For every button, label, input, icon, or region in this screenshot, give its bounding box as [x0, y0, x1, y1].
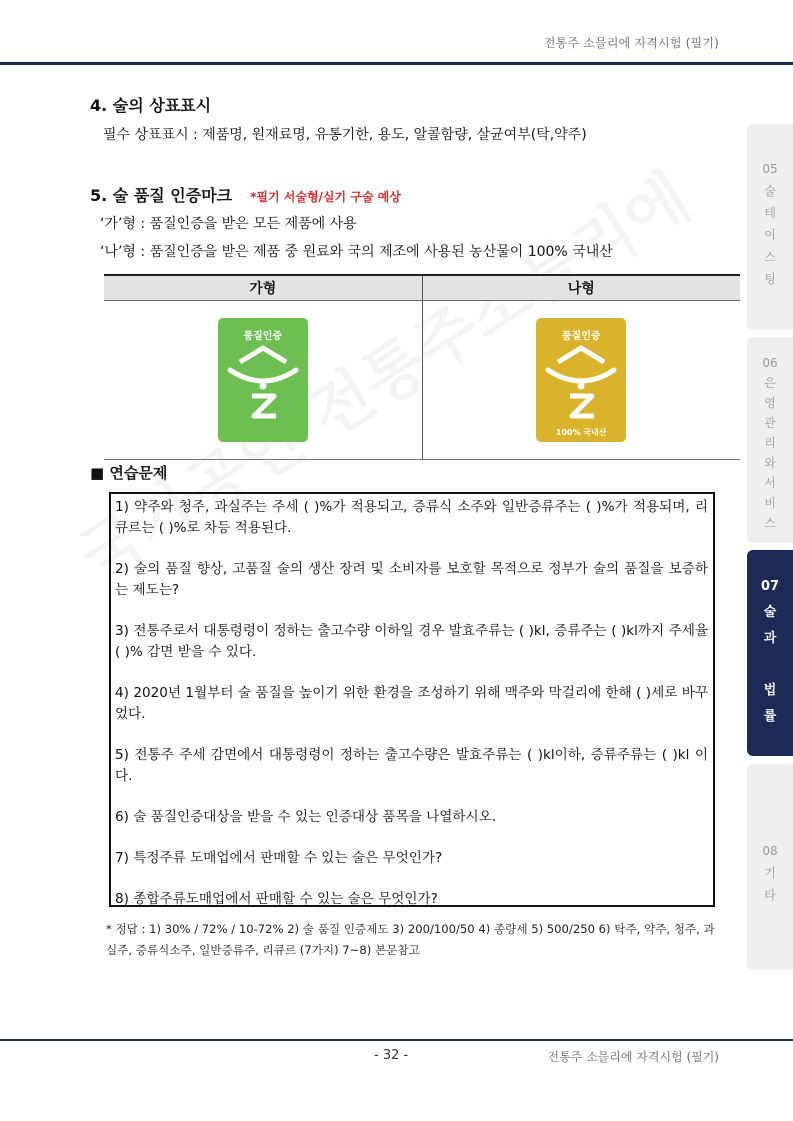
footer-title: 전통주 소믈리에 자격시험 (필기) [547, 1050, 719, 1064]
question-7: 7) 특정주류 도매업에서 판매할 수 있는 술은 무엇인가? [115, 850, 443, 866]
side-tab-06-char: 관 [764, 416, 776, 430]
question-1: 1) 약주와 청주, 과실주는 주세 ( )%가 적용되고, 증류식 소주와 일반증류주는 ( )%가 적용되며, 리큐르는 ( )%로 차등 적용된다. [115, 499, 708, 536]
mark-b-sub: 100% 국내산 [555, 428, 607, 437]
side-tab-05-num: 05 [762, 162, 778, 176]
question-4: 4) 2020년 1월부터 술 품질을 높이기 위한 환경을 조성하기 위해 맥주와 막걸리에 한해 ( )세로 바꾸었다. [115, 685, 708, 722]
footer-rule [0, 1039, 793, 1041]
side-tab-07-char: 률 [763, 709, 777, 724]
side-tab-05-char: 팅 [764, 272, 776, 286]
practice-question-box [109, 492, 715, 907]
mark-cell-b [422, 301, 740, 460]
question-3: 3) 전통주로서 대통령령이 정하는 출고수량 이하일 경우 발효주류는 ( )kl, 증류주는 ( )kl까지 주세율 ( )% 감면 받을 수 있다. [115, 623, 708, 660]
quality-seal-icon [536, 340, 626, 430]
side-tab-07-char [747, 652, 793, 678]
side-tab-05[interactable] [747, 124, 793, 330]
quality-mark-green [218, 318, 308, 442]
section-5-heading [90, 183, 401, 206]
side-tab-05-char: 스 [764, 250, 776, 264]
section-4-text: 필수 상표표시 : 제품명, 원재료명, 유통기한, 용도, 알콜함량, 살균여부(탁,약주) [103, 127, 587, 143]
side-tab-06-char: 리 [764, 436, 776, 450]
section-5-line-a: ‘가’형 : 품질인증을 받은 모든 제품에 사용 [100, 216, 357, 232]
side-tab-06-char: 비 [764, 496, 776, 510]
side-tab-06-char: 스 [764, 516, 776, 530]
side-tab-06[interactable] [747, 337, 793, 543]
side-tab-07-num: 07 [760, 579, 780, 594]
quality-seal-icon [218, 340, 308, 430]
header-title: 전통주 소믈리에 자격시험 (필기) [543, 36, 719, 50]
side-tab-06-char: 와 [764, 456, 776, 470]
mark-a-label: 품질인증 [243, 331, 283, 342]
side-tab-05-char: 술 [764, 184, 776, 198]
side-tab-08[interactable] [747, 764, 793, 970]
side-tab-05-char: 이 [764, 228, 776, 242]
question-6: 6) 술 품질인증대상을 받을 수 있는 인증대상 품목을 나열하시오. [115, 809, 497, 825]
side-tab-07[interactable] [747, 550, 793, 756]
side-tab-06-char: 서 [764, 476, 776, 490]
certification-mark-table [104, 274, 740, 460]
answer-key: * 정답 : 1) 30% / 72% / 10-72% 2) 술 품질 인증제도 3) 200/100/50 4) 종량세 5) 500/250 6) 탁주, 약주, 청주, 과실주, 증류식소주, 일반증류주, 리큐르 (7가지) 7~8) 본문참고 [106, 922, 715, 957]
side-tab-07-char: 법 [763, 683, 777, 698]
mark-b-label: 품질인증 [561, 331, 601, 342]
side-tab-07-char: 술 [763, 605, 777, 620]
question-2: 2) 술의 품질 향상, 고품질 술의 생산 장려 및 소비자를 보호할 목적으로 정부가 술의 품질을 보증하는 제도는? [115, 561, 708, 598]
question-5: 5) 전통주 주세 감면에서 대통령령이 정하는 출고수량은 발효주류는 ( )kl이하, 증류주류는 ( )kl 이다. [115, 747, 708, 784]
header-rule [0, 62, 793, 65]
side-tab-08-num: 08 [762, 844, 778, 858]
section-5-note: *필기 서술형/실기 구술 예상 [250, 190, 401, 204]
page-number: - 32 - [374, 1048, 409, 1063]
practice-heading: ■ 연습문제 [90, 464, 168, 482]
side-tab-07-char: 과 [763, 631, 777, 646]
section-4-heading: 4. 술의 상표표시 [90, 96, 212, 115]
side-tab-06-char: 영 [764, 396, 776, 410]
side-tab-08-char: 타 [764, 888, 776, 902]
col-header-b: 나형 [422, 275, 740, 301]
quality-mark-gold [536, 318, 626, 442]
side-tab-05-char: 테 [764, 206, 776, 220]
section-5-title: 5. 술 품질 인증마크 [90, 186, 233, 205]
side-tab-06-char: 은 [764, 376, 776, 390]
section-5-line-b: ‘나’형 : 품질인증을 받은 제품 중 원료와 국의 제조에 사용된 농산물이 100% 국내산 [100, 244, 613, 260]
question-8: 8) 종합주류도매업에서 판매할 수 있는 술은 무엇인가? [115, 891, 438, 907]
side-tab-08-char: 기 [764, 866, 776, 880]
side-tab-06-num: 06 [762, 356, 778, 370]
mark-cell-a [104, 301, 422, 460]
col-header-a: 가형 [104, 275, 422, 301]
